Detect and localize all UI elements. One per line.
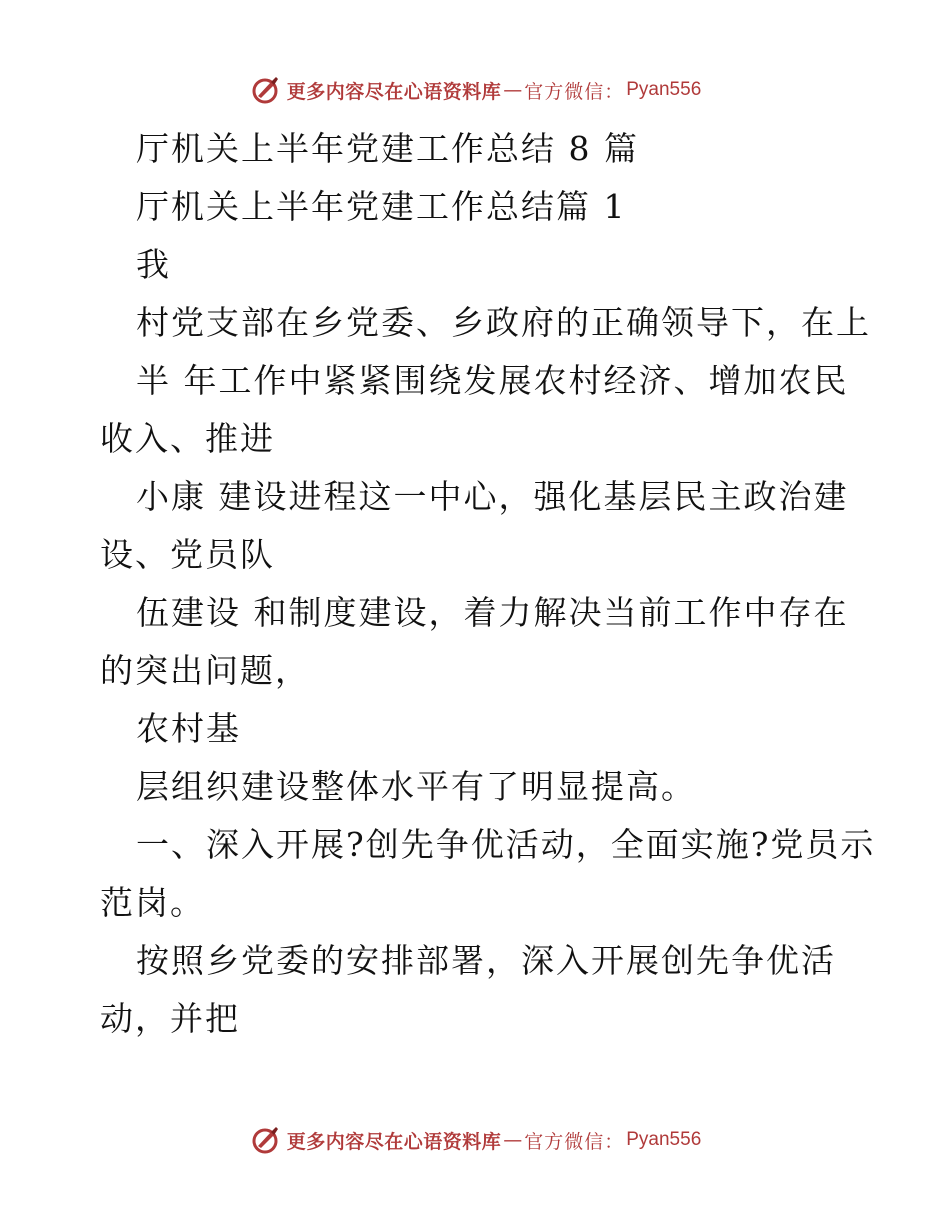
text-line: 农村基: [136, 709, 241, 748]
text-line: 村党支部在乡党委、乡政府的正确领导下，在上: [136, 303, 871, 342]
text-line: 我: [136, 245, 171, 284]
text-line: 的突出问题，: [100, 651, 310, 690]
banner-text: 更多内容尽在心语资料库: [286, 1130, 502, 1153]
text-line: 动，并把: [100, 999, 240, 1038]
banner-wechat-id: Pyan556: [626, 79, 702, 100]
text-line: 按照乡党委的安排部署，深入开展创先争优活: [136, 941, 836, 980]
footer-banner: [0, 1120, 950, 1160]
quill-logo-icon: [249, 1124, 281, 1156]
text-line: 厅机关上半年党建工作总结篇 1: [136, 187, 627, 226]
text-line: 范岗。: [100, 883, 205, 922]
text-line: 收入、推进: [100, 419, 275, 458]
text-line: 设、党员队: [100, 535, 275, 574]
banner-text: 更多内容尽在心语资料库: [286, 80, 502, 103]
banner-wechat-label: 官方微信：: [524, 80, 625, 103]
text-line: 一、深入开展?创先争优活动，全面实施?党员示: [136, 825, 876, 864]
document-body: [100, 120, 876, 1048]
quill-logo-icon: [249, 74, 281, 106]
header-banner: [0, 70, 950, 110]
text-line: 半 年工作中紧紧围绕发展农村经济、增加农民: [136, 361, 849, 400]
banner-wechat-id: Pyan556: [626, 1129, 702, 1150]
text-line: 伍建设 和制度建设，着力解决当前工作中存在: [136, 593, 849, 632]
banner-wechat-label: 官方微信：: [524, 1130, 625, 1153]
text-line: 厅机关上半年党建工作总结 8 篇: [136, 129, 639, 168]
text-line: 小康 建设进程这一中心，强化基层民主政治建: [136, 477, 849, 516]
banner-separator: —: [503, 79, 523, 101]
text-line: 层组织建设整体水平有了明显提高。: [136, 767, 696, 806]
banner-separator: —: [503, 1129, 523, 1151]
